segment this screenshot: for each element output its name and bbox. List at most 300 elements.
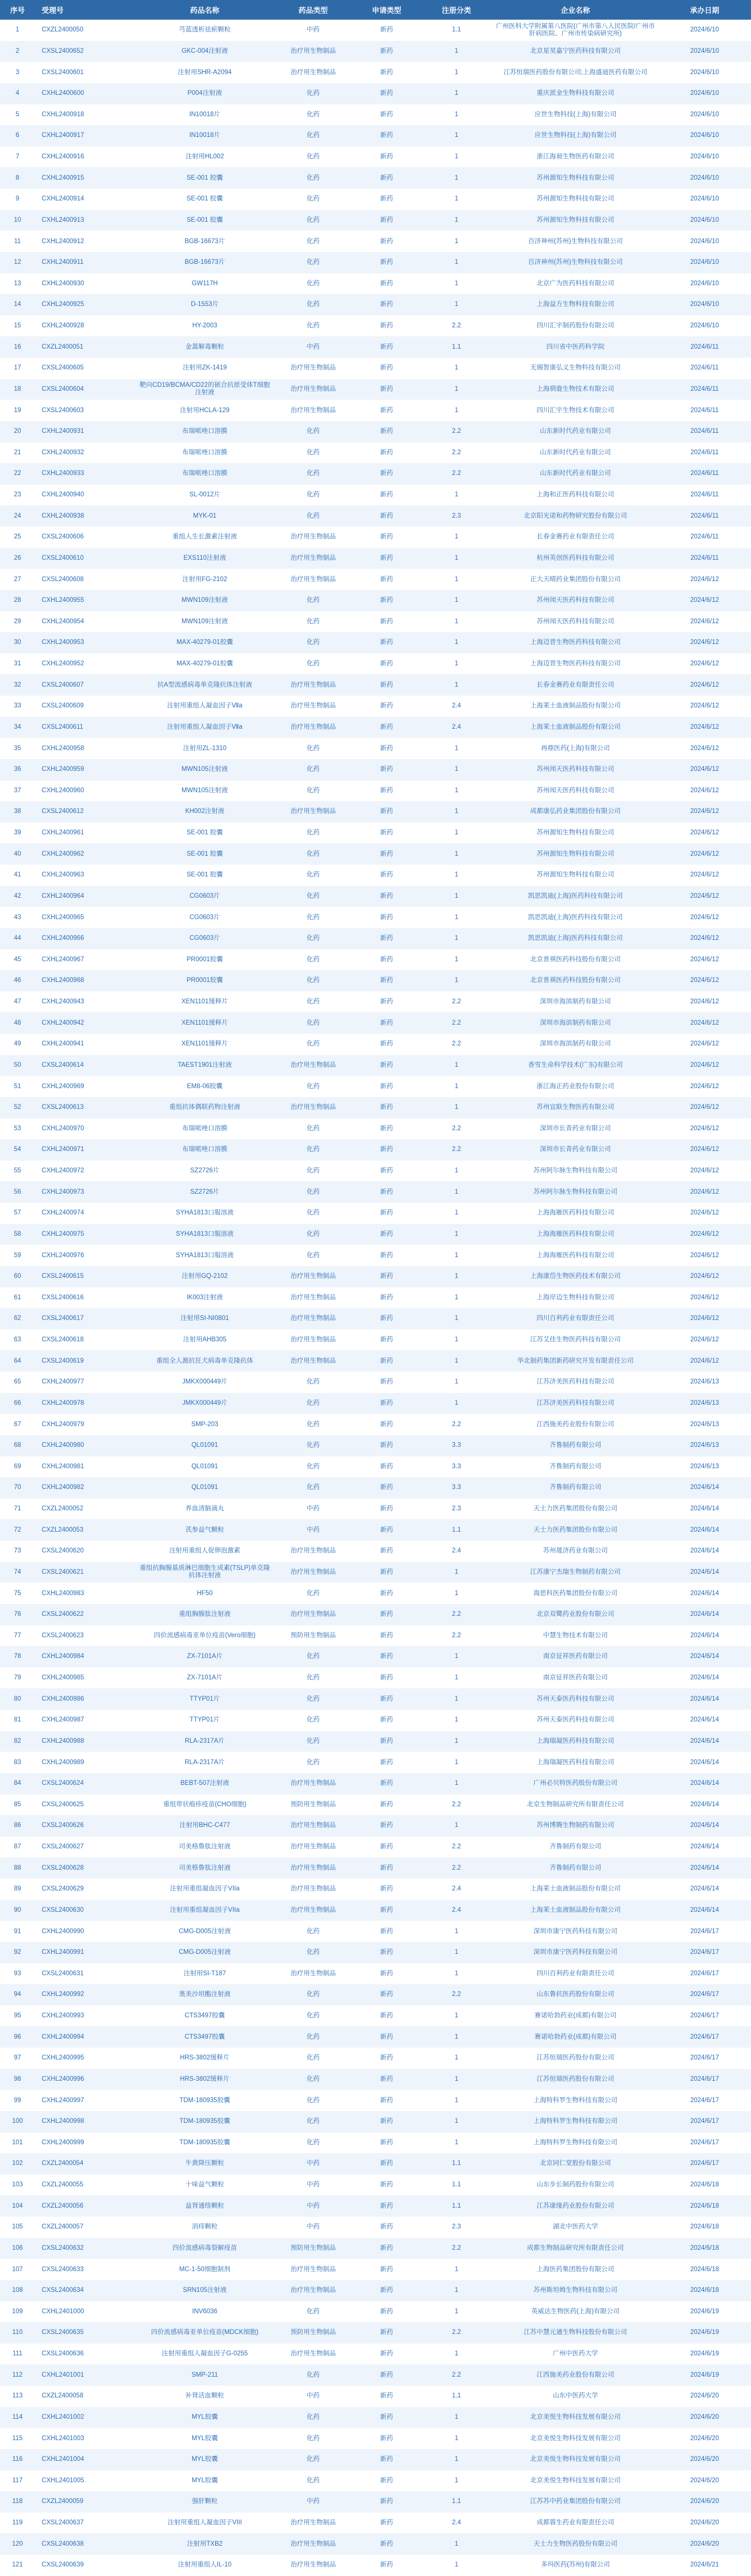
col-drug-name-cell: 注射用重组人凝血因子Ⅶa — [167, 702, 243, 710]
col-company-name-cell: 成都蓉生药业有限责任公司 — [536, 2519, 615, 2527]
col-date-cell: 2024/6/19 — [690, 2329, 719, 2336]
col-drug-name-cell: CG0603片 — [189, 935, 220, 942]
col-application-type-cell: 新药 — [380, 1167, 393, 1175]
col-date-cell: 2024/6/10 — [690, 68, 719, 76]
col-drug-type-cell: 化药 — [307, 512, 320, 519]
col-company-name-cell: 江西施美药业股份有限公司 — [536, 2371, 615, 2378]
col-drug-name-cell: 布瑞哌唑口溶膜 — [182, 1125, 227, 1132]
col-index-cell: 97 — [13, 2054, 21, 2062]
table-row — [0, 294, 751, 316]
col-drug-name-cell: SE-001 胶囊 — [186, 195, 223, 203]
col-company-name-cell: 苏州天泰医药科技有限公司 — [536, 1695, 615, 1702]
table-row — [0, 2048, 751, 2069]
col-acceptance-no-cell: CXHL2400912 — [42, 237, 84, 245]
col-application-type-cell: 新药 — [380, 1421, 393, 1428]
col-acceptance-no-cell: CXHL2400975 — [42, 1230, 84, 1237]
col-registration-class-cell: 1 — [454, 90, 458, 97]
col-registration-class-cell: 1 — [454, 745, 458, 752]
col-company-name-cell: 成都康弘药业集团股份有限公司 — [530, 808, 621, 815]
col-acceptance-no-cell: CXHL2400989 — [42, 1759, 84, 1766]
col-acceptance-no-cell: CXZL2400054 — [42, 2160, 84, 2167]
col-date-cell: 2024/6/18 — [690, 2223, 719, 2231]
col-drug-type-cell: 化药 — [307, 618, 320, 625]
table-row — [0, 1562, 751, 1583]
table-row — [0, 2386, 751, 2407]
col-registration-class-cell: 1 — [454, 639, 458, 646]
col-registration-class-cell: 1 — [454, 1188, 458, 1195]
col-drug-name-cell: CMG-D005注射液 — [179, 1928, 231, 1935]
col-date-cell: 2024/6/12 — [690, 850, 719, 857]
col-index-cell: 45 — [13, 956, 21, 963]
col-drug-type-cell: 治疗用生物制品 — [290, 407, 336, 414]
col-acceptance-no-cell: CXHL2400954 — [42, 618, 84, 625]
table-row — [0, 1688, 751, 1710]
col-drug-type-cell: 治疗用生物制品 — [290, 1547, 336, 1555]
table-row — [0, 1203, 751, 1224]
col-acceptance-no-cell: CXHL2400930 — [42, 280, 84, 287]
col-drug-type-cell: 治疗用生物制品 — [290, 554, 336, 561]
col-date-cell: 2024/6/19 — [690, 2308, 719, 2315]
col-acceptance-no-cell: CXSL2400619 — [42, 1357, 84, 1364]
col-company-name-cell: 应世生物科技(上海)有限公司 — [534, 132, 617, 139]
col-registration-class-cell: 2.2 — [452, 1125, 461, 1132]
col-company-name-cell: 苏州闻天医药科技有限公司 — [536, 787, 615, 794]
col-registration-class-cell: 1 — [454, 1209, 458, 1217]
table-row — [0, 1710, 751, 1731]
col-drug-name-cell: 注射用重组人IL-10 — [177, 2561, 232, 2569]
col-company-name-cell: 苏州宜联生物医药有限公司 — [536, 1104, 615, 1111]
col-drug-type-cell: 化药 — [307, 2012, 320, 2020]
col-drug-name-cell: 强肝颗粒 — [192, 2498, 218, 2505]
col-index-cell: 112 — [12, 2371, 23, 2378]
col-acceptance-no-cell: CXZL2400051 — [42, 343, 84, 350]
table-row — [0, 62, 751, 83]
col-drug-type-cell: 化药 — [307, 2371, 320, 2378]
col-registration-class-cell: 2.4 — [452, 1906, 461, 1913]
col-company-name-cell: 上海莱士血液制品股份有限公司 — [530, 723, 621, 730]
col-registration-class-cell: 1 — [454, 1252, 458, 1259]
col-drug-name-cell: 注射用重组人凝血因子G-0255 — [161, 2350, 248, 2358]
col-drug-type-cell: 化药 — [307, 1230, 320, 1237]
col-company-name-cell: 上海特科罗生物科技有限公司 — [533, 2139, 618, 2146]
col-date-cell: 2024/6/10 — [690, 47, 719, 54]
col-registration-class-cell: 1 — [454, 301, 458, 308]
col-drug-type-cell: 化药 — [307, 2054, 320, 2062]
col-drug-type-cell: 化药 — [307, 216, 320, 223]
col-acceptance-no-cell: CXHL2400931 — [42, 428, 84, 435]
col-drug-type-cell: 化药 — [307, 1759, 320, 1766]
col-drug-type-cell: 化药 — [307, 2435, 320, 2442]
col-date-cell: 2024/6/17 — [690, 2075, 719, 2082]
col-company-name-cell: 四川省中医药科学院 — [546, 343, 605, 350]
col-drug-name-cell: 注射用SI-T187 — [183, 1970, 226, 1977]
col-application-type-cell: 新药 — [380, 1146, 393, 1153]
col-registration-class-cell: 1 — [454, 2075, 458, 2082]
col-drug-type-cell: 治疗用生物制品 — [290, 68, 336, 76]
col-registration-class-cell: 1 — [454, 554, 458, 561]
col-index-cell: 109 — [12, 2308, 23, 2315]
col-company-name-cell: 山东步长制药股份有限公司 — [536, 2181, 615, 2189]
col-application-type-cell: 新药 — [380, 2392, 393, 2400]
col-date-cell: 2024/6/20 — [690, 2540, 719, 2547]
table-row — [0, 1245, 751, 1266]
col-date-cell: 2024/6/19 — [690, 2371, 719, 2378]
col-drug-name-cell: QL01091 — [191, 1463, 219, 1470]
col-drug-name-cell: TTYP01片 — [189, 1716, 220, 1724]
col-company-name-cell: 上海海雁医药科技有限公司 — [536, 1252, 615, 1259]
col-acceptance-no-cell: CXHL2400973 — [42, 1188, 84, 1195]
col-company-name-cell: 苏州斯坦姆生物科技有限公司 — [533, 2287, 618, 2294]
col-date-cell: 2024/6/17 — [690, 2033, 719, 2040]
col-company-name-cell: 凯思凯迪(上海)医药科技有限公司 — [528, 935, 623, 942]
col-drug-type-cell: 化药 — [307, 1421, 320, 1428]
table-row — [0, 1181, 751, 1203]
col-index-cell: 107 — [12, 2266, 23, 2273]
col-drug-name-cell: SRN105注射液 — [183, 2287, 227, 2294]
col-company-name-cell: 上海莱士血液制品股份有限公司 — [530, 1885, 621, 1893]
col-acceptance-no-cell: CXSL2400626 — [42, 1822, 84, 1829]
col-drug-name-cell: 注射用重组人凝血因子Ⅶa — [167, 723, 243, 730]
col-application-type-cell: 新药 — [380, 977, 393, 984]
col-date-cell: 2024/6/12 — [690, 829, 719, 837]
col-date-cell: 2024/6/18 — [690, 2287, 719, 2294]
col-drug-name-cell: HY-2003 — [192, 322, 217, 330]
col-date-cell: 2024/6/12 — [690, 1315, 719, 1322]
col-registration-class-cell: 3.3 — [452, 1484, 461, 1491]
col-acceptance-no-cell: CXHL2400966 — [42, 935, 84, 942]
col-drug-type-cell: 化药 — [307, 428, 320, 435]
col-registration-class-cell: 1 — [454, 1399, 458, 1406]
table-row — [0, 505, 751, 527]
table-row — [0, 442, 751, 464]
col-index-cell: 16 — [13, 343, 21, 350]
table-row — [0, 1118, 751, 1140]
col-application-type-cell: 新药 — [380, 364, 393, 372]
col-acceptance-no-cell: CXSL2400606 — [42, 533, 84, 541]
col-date-cell: 2024/6/10 — [690, 153, 719, 161]
col-index-cell: 32 — [13, 681, 21, 688]
col-registration-class-cell: 1 — [454, 1061, 458, 1068]
col-drug-name-cell: 补肾活血颗粒 — [185, 2392, 225, 2400]
col-index-cell: 98 — [13, 2075, 21, 2082]
col-application-type-cell: 新药 — [380, 1315, 393, 1322]
col-registration-class-cell: 2.3 — [452, 512, 461, 519]
col-acceptance-no-cell: CXHL2400992 — [42, 1991, 84, 1998]
col-company-name-cell: 浙江海昶生物医药有限公司 — [536, 153, 615, 161]
col-drug-name-cell: 注射用HCLA-129 — [180, 407, 230, 414]
col-application-type-cell: 新药 — [380, 259, 393, 266]
col-index-cell: 81 — [13, 1716, 21, 1724]
col-drug-type-cell: 治疗用生物制品 — [290, 2266, 336, 2273]
col-registration-class-cell: 2.3 — [452, 2223, 461, 2231]
col-acceptance-no-cell: CXHL2400998 — [42, 2118, 84, 2125]
col-drug-name-cell: ZX-7101A片 — [186, 1653, 223, 1660]
col-application-type-cell: 新药 — [380, 745, 393, 752]
col-acceptance-no-cell: CXHL2400938 — [42, 512, 84, 519]
col-date-cell: 2024/6/14 — [690, 1547, 719, 1555]
col-acceptance-no-cell: CXHL2401004 — [42, 2456, 84, 2463]
col-registration-class-cell: 1 — [454, 1336, 458, 1344]
col-index-cell: 108 — [12, 2287, 23, 2294]
col-application-type-cell: 新药 — [380, 153, 393, 161]
col-registration-class-cell: 1 — [454, 829, 458, 837]
col-date-cell: 2024/6/11 — [690, 449, 719, 456]
col-drug-type-cell: 治疗用生物制品 — [290, 1822, 336, 1829]
col-drug-type-cell: 化药 — [307, 2139, 320, 2146]
col-index-cell: 30 — [13, 639, 21, 646]
col-drug-name-cell: HRS-3802缓释片 — [180, 2054, 230, 2062]
col-drug-name-cell: XEN1101缓释片 — [181, 1019, 228, 1026]
col-index-header: 序号 — [10, 6, 25, 15]
col-drug-type-cell: 化药 — [307, 956, 320, 963]
col-application-type-cell: 新药 — [380, 1209, 393, 1217]
table-row — [0, 1350, 751, 1372]
col-acceptance-no-cell: CXZL2400059 — [42, 2498, 84, 2505]
col-company-name-cell: 齐鲁制药有限公司 — [549, 1843, 602, 1851]
col-drug-name-cell: 芪参益气颗粒 — [185, 1526, 225, 1533]
col-drug-type-cell: 化药 — [307, 1188, 320, 1195]
col-date-cell: 2024/6/14 — [690, 1505, 719, 1513]
col-date-cell: 2024/6/19 — [690, 2350, 719, 2358]
table-row — [0, 780, 751, 802]
col-company-name-cell: 苏州源知生物科技有限公司 — [536, 195, 615, 203]
col-company-name-cell: 北京生物制品研究所有限责任公司 — [527, 1801, 624, 1808]
col-drug-type-cell: 化药 — [307, 2477, 320, 2484]
col-application-type-cell: 新药 — [380, 301, 393, 308]
col-application-type-cell: 新药 — [380, 1759, 393, 1766]
col-company-name-cell: 上海岸迈生物科技有限公司 — [536, 1294, 615, 1301]
col-index-cell: 46 — [13, 977, 21, 984]
col-company-name-cell: 赛诺哈勃药业(成都)有限公司 — [534, 2012, 617, 2020]
col-registration-class-cell: 1.1 — [452, 2202, 461, 2209]
col-index-cell: 57 — [13, 1209, 21, 1217]
col-application-type-cell: 新药 — [380, 47, 393, 54]
table-row — [0, 2449, 751, 2470]
col-acceptance-no-cell: CXHL2400933 — [42, 470, 84, 477]
col-index-cell: 64 — [13, 1357, 21, 1364]
col-drug-type-cell: 化药 — [307, 977, 320, 984]
col-application-type-cell: 新药 — [380, 2012, 393, 2020]
col-date-cell: 2024/6/11 — [690, 385, 719, 392]
col-company-name-cell: 苏州阿尔脉生物科技有限公司 — [533, 1188, 618, 1195]
table-row — [0, 147, 751, 168]
col-date-cell: 2024/6/10 — [690, 195, 719, 203]
col-acceptance-no-cell: CXHL2400962 — [42, 850, 84, 857]
col-acceptance-no-cell: CXSL2400638 — [42, 2540, 84, 2547]
col-index-cell: 55 — [13, 1167, 21, 1175]
col-index-cell: 59 — [13, 1252, 21, 1259]
col-drug-name-cell: EXS110注射液 — [183, 554, 226, 561]
col-drug-type-cell: 化药 — [307, 1083, 320, 1090]
col-acceptance-no-cell: CXHL2400915 — [42, 174, 84, 181]
col-application-type-cell: 新药 — [380, 2244, 393, 2251]
col-company-name-cell: 山东中医药大学 — [553, 2392, 598, 2400]
col-drug-name-cell: MWN109注射液 — [181, 618, 228, 625]
col-application-type-cell: 新药 — [380, 1505, 393, 1513]
col-drug-type-cell: 化药 — [307, 449, 320, 456]
table-row — [0, 2533, 751, 2555]
col-company-name-cell: 苏州源知生物科技有限公司 — [536, 850, 615, 857]
col-index-cell: 89 — [13, 1885, 21, 1893]
col-index-cell: 100 — [12, 2118, 23, 2125]
col-acceptance-no-cell: CXSL2400636 — [42, 2350, 84, 2358]
col-registration-class-cell: 1 — [454, 1083, 458, 1090]
col-application-type-cell: 新药 — [380, 1885, 393, 1893]
col-registration-class-cell: 1.1 — [452, 2392, 461, 2400]
col-acceptance-no-cell: CXSL2400615 — [42, 1273, 84, 1280]
col-registration-class-cell: 1 — [454, 1949, 458, 1956]
col-index-cell: 31 — [13, 660, 21, 668]
col-acceptance-no-cell: CXHL2400913 — [42, 216, 84, 223]
col-application-type-cell: 新药 — [380, 2435, 393, 2442]
col-drug-type-cell: 化药 — [307, 280, 320, 287]
col-acceptance-no-cell: CXSL2400623 — [42, 1632, 84, 1639]
col-drug-name-cell: IN10018片 — [189, 132, 221, 139]
col-registration-class-cell: 1 — [454, 111, 458, 118]
col-acceptance-no-cell: CXHL2400980 — [42, 1442, 84, 1449]
col-acceptance-no-cell: CXHL2400993 — [42, 2012, 84, 2020]
col-acceptance-no-cell: CXSL2400628 — [42, 1864, 84, 1871]
col-drug-name-cell: MWN105注射液 — [181, 787, 228, 794]
col-drug-name-cell: 四价流感病毒亚单位疫苗(Vero细胞) — [154, 1632, 256, 1639]
col-acceptance-no-cell: CXZL2400052 — [42, 1505, 84, 1513]
col-index-cell: 34 — [13, 723, 21, 730]
table-header-row — [0, 0, 751, 20]
col-acceptance-no-cell: CXHL2400955 — [42, 597, 84, 604]
col-drug-name-cell: SE-001 胶囊 — [186, 829, 223, 837]
col-registration-class-cell: 2.4 — [452, 702, 461, 710]
table-row — [0, 970, 751, 992]
col-drug-type-cell: 化药 — [307, 1653, 320, 1660]
table-row — [0, 83, 751, 104]
table-row — [0, 1668, 751, 1689]
col-date-cell: 2024/6/20 — [690, 2392, 719, 2400]
col-drug-name-cell: 注射用AHB305 — [183, 1336, 227, 1344]
table-row — [0, 104, 751, 126]
col-date-cell: 2024/6/18 — [690, 2181, 719, 2189]
col-date-cell: 2024/6/14 — [690, 1568, 719, 1575]
col-drug-name-cell: INV6036 — [192, 2308, 217, 2315]
col-application-type-cell: 新药 — [380, 2202, 393, 2209]
col-application-type-cell: 新药 — [380, 1188, 393, 1195]
col-drug-type-cell: 治疗用生物制品 — [290, 1061, 336, 1068]
col-date-cell: 2024/6/12 — [690, 1230, 719, 1237]
table-row — [0, 823, 751, 844]
table-row — [0, 1012, 751, 1034]
col-drug-type-cell: 中药 — [307, 2160, 320, 2167]
col-drug-type-cell: 化药 — [307, 1463, 320, 1470]
col-date-cell: 2024/6/17 — [690, 2139, 719, 2146]
col-drug-name-cell: 注射用SHR-A2094 — [177, 68, 232, 76]
col-acceptance-no-cell: CXHL2400914 — [42, 195, 84, 203]
col-registration-class-cell: 1 — [454, 1568, 458, 1575]
col-date-cell: 2024/6/10 — [690, 259, 719, 266]
col-acceptance-no-cell: CXSL2400630 — [42, 1906, 84, 1913]
table-row — [0, 1055, 751, 1076]
col-date-cell: 2024/6/12 — [690, 1019, 719, 1026]
col-index-cell: 105 — [12, 2223, 23, 2231]
col-drug-name-cell: SL-0012片 — [189, 491, 221, 499]
col-date-cell: 2024/6/12 — [690, 597, 719, 604]
col-acceptance-no-header: 受理号 — [42, 6, 64, 15]
table-row — [0, 2491, 751, 2513]
table-row — [0, 1287, 751, 1309]
col-registration-class-cell: 1 — [454, 2350, 458, 2358]
col-acceptance-no-cell: CXZL2400050 — [42, 26, 84, 34]
table-row — [0, 2026, 751, 2048]
col-company-name-cell: 江苏恒瑞医药股份有限公司 — [536, 2054, 615, 2062]
col-application-type-cell: 新药 — [380, 322, 393, 330]
col-index-cell: 121 — [12, 2561, 23, 2569]
col-application-type-cell: 新药 — [380, 766, 393, 773]
col-company-name-cell: 广州中医药大学 — [553, 2350, 598, 2358]
col-drug-name-cell: IK003注射液 — [186, 1294, 223, 1301]
col-registration-class-cell: 1 — [454, 1737, 458, 1744]
col-drug-type-cell: 中药 — [307, 1526, 320, 1533]
col-index-cell: 113 — [12, 2392, 23, 2400]
col-drug-type-cell: 治疗用生物制品 — [290, 47, 336, 54]
col-index-cell: 73 — [13, 1547, 21, 1555]
col-index-cell: 83 — [13, 1759, 21, 1766]
col-drug-name-cell: 布瑞哌唑口溶膜 — [182, 1146, 227, 1153]
col-index-cell: 52 — [13, 1104, 21, 1111]
table-row — [0, 210, 751, 231]
col-drug-type-cell: 化药 — [307, 597, 320, 604]
col-acceptance-no-cell: CXHL2400953 — [42, 639, 84, 646]
col-company-name-cell: 上海瑞凝医药科技有限公司 — [536, 1737, 615, 1744]
col-registration-class-cell: 1 — [454, 1273, 458, 1280]
col-drug-type-cell: 治疗用生物制品 — [290, 1864, 336, 1871]
col-registration-class-cell: 1 — [454, 2287, 458, 2294]
table-row — [0, 738, 751, 759]
table-row — [0, 1435, 751, 1456]
col-company-name-cell: 上海莱士血液制品股份有限公司 — [530, 1906, 621, 1913]
col-acceptance-no-cell: CXSL2400614 — [42, 1061, 84, 1068]
col-drug-type-cell: 中药 — [307, 2202, 320, 2209]
col-application-type-cell: 新药 — [380, 1463, 393, 1470]
col-registration-class-cell: 1 — [454, 1822, 458, 1829]
table-row — [0, 2132, 751, 2154]
col-registration-class-cell: 1 — [454, 2435, 458, 2442]
col-registration-class-cell: 1 — [454, 2033, 458, 2040]
col-date-cell: 2024/6/12 — [690, 681, 719, 688]
col-drug-type-cell: 化药 — [307, 1674, 320, 1682]
col-date-cell: 2024/6/17 — [690, 1991, 719, 1998]
col-application-type-cell: 新药 — [380, 1737, 393, 1744]
col-index-cell: 87 — [13, 1843, 21, 1851]
col-index-cell: 26 — [13, 554, 21, 561]
col-application-type-cell: 新药 — [380, 132, 393, 139]
table-row — [0, 358, 751, 379]
col-date-cell: 2024/6/12 — [690, 745, 719, 752]
col-drug-type-cell: 预防用生物制品 — [290, 1801, 336, 1808]
col-drug-name-cell: MAX-40279-01胶囊 — [176, 660, 233, 668]
col-drug-type-cell: 治疗用生物制品 — [290, 1336, 336, 1344]
col-acceptance-no-cell: CXHL2400996 — [42, 2075, 84, 2082]
col-drug-name-cell: SMP-203 — [191, 1421, 219, 1428]
col-application-type-cell: 新药 — [380, 2223, 393, 2231]
col-drug-type-cell: 化药 — [307, 1928, 320, 1935]
col-company-name-cell: 广州医科大学附属第八医院(广州市第八人民医院/广州市肝病医院、广州市传染病研究所) — [495, 22, 655, 37]
col-date-cell: 2024/6/10 — [690, 301, 719, 308]
col-acceptance-no-cell: CXSL2400633 — [42, 2266, 84, 2273]
col-index-cell: 43 — [13, 914, 21, 921]
table-row — [0, 527, 751, 548]
col-company-name-cell: 江苏济美医药科技有限公司 — [536, 1378, 615, 1386]
col-acceptance-no-cell: CXHL2400965 — [42, 914, 84, 921]
col-acceptance-no-cell: CXSL2400625 — [42, 1801, 84, 1808]
col-index-cell: 70 — [13, 1484, 21, 1491]
